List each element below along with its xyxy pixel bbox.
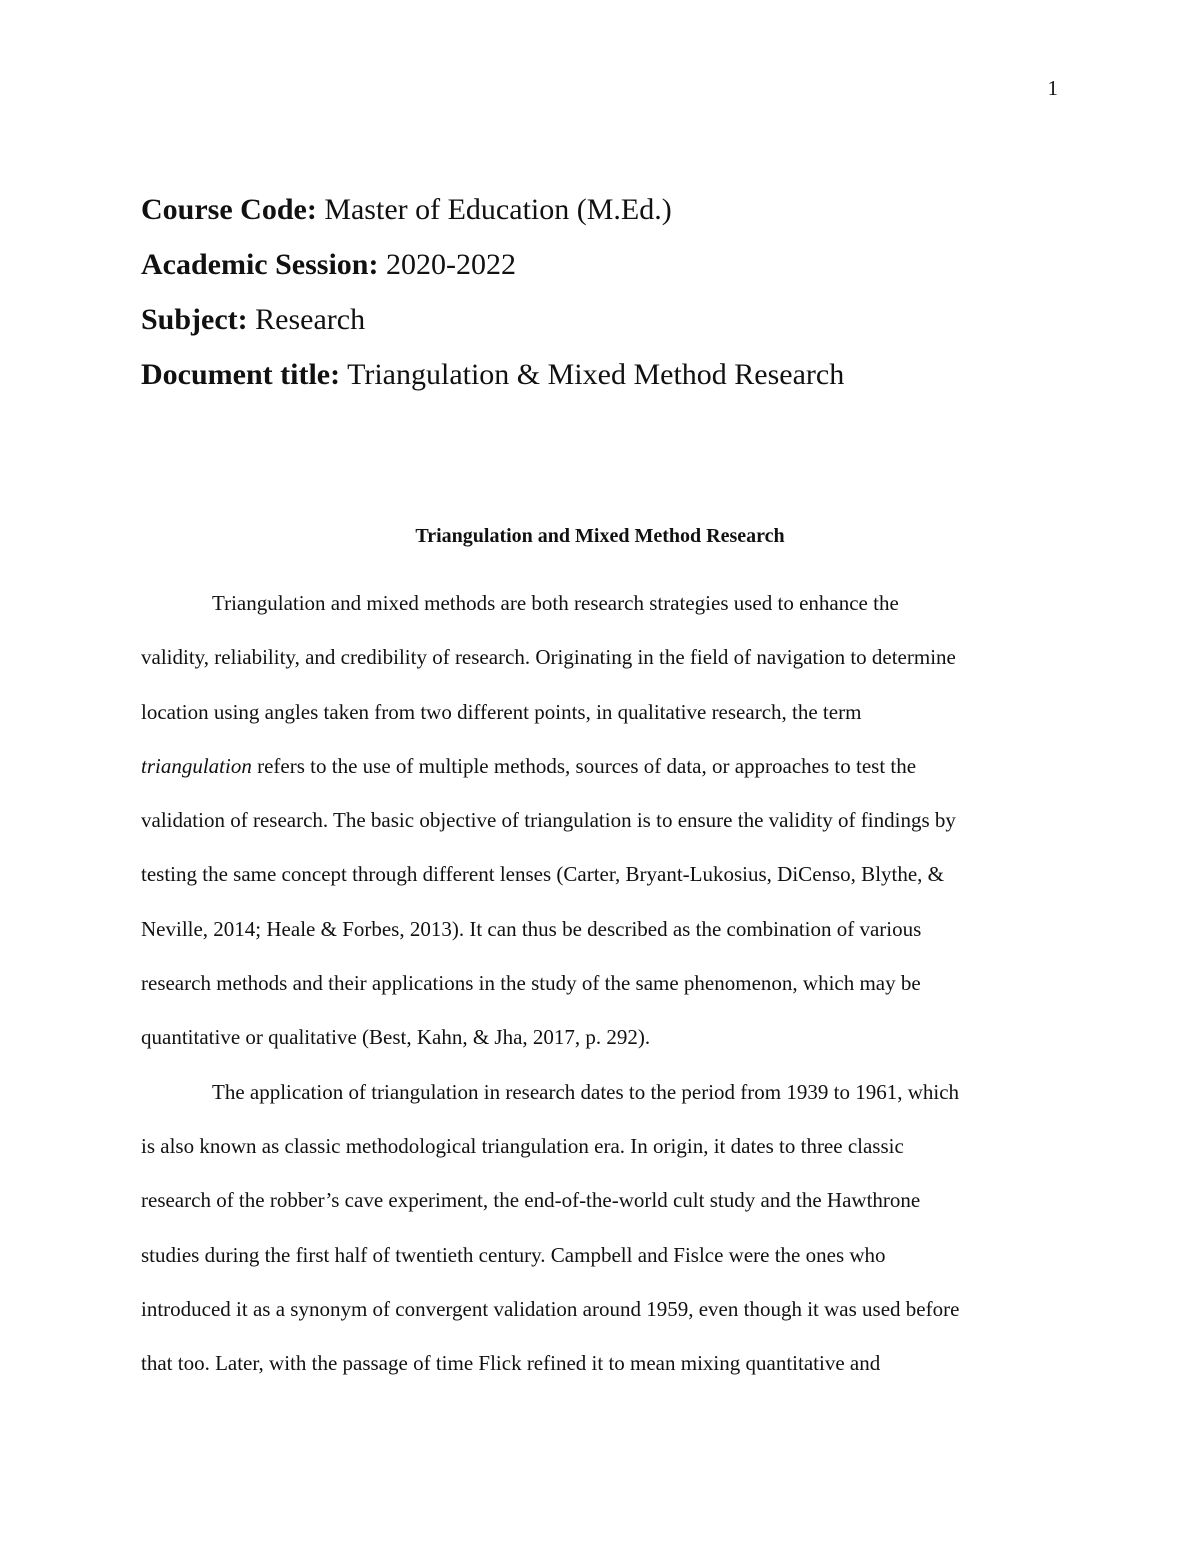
- course-code-value: Master of Education (M.Ed.): [316, 193, 672, 226]
- document-title-label: Document title:: [141, 358, 341, 391]
- text-line: is also known as classic methodological triangulation era. In origin, it dates to three classic: [141, 1133, 904, 1158]
- academic-session-line: [141, 247, 1081, 283]
- text-line: validity, reliability, and credibility of research. Originating in the field of navigation to determine: [141, 645, 956, 670]
- text-line: [141, 739, 1066, 793]
- text-line: that too. Later, with the passage of time Flick refined it to mean mixing quantitative and: [141, 1351, 881, 1376]
- text-line: location using angles taken from two different points, in qualitative research, the term: [141, 699, 862, 724]
- text-line: testing the same concept through different lenses (Carter, Bryant-Lukosius, DiCenso, Blythe, &: [141, 862, 945, 887]
- document-metadata: [141, 192, 1081, 412]
- text-line: research of the robber’s cave experiment, the end-of-the-world cult study and the Hawthrone: [141, 1188, 921, 1213]
- document-title-line: [141, 357, 1081, 393]
- body-text: [141, 576, 1066, 1390]
- text-line: research methods and their applications in the study of the same phenomenon, which may be: [141, 971, 921, 996]
- document-title-value: Triangulation & Mixed Method Research: [340, 358, 845, 391]
- text-line: The application of triangulation in research dates to the period from 1939 to 1961, which: [212, 1079, 960, 1104]
- paragraph-1: [141, 576, 1066, 1065]
- academic-session-value: 2020-2022: [378, 248, 516, 281]
- italic-term: triangulation: [141, 753, 252, 778]
- page-number: 1: [1047, 76, 1058, 100]
- text-line: Neville, 2014; Heale & Forbes, 2013). It can thus be described as the combination of various: [141, 916, 922, 941]
- course-code-label: Course Code:: [141, 193, 317, 226]
- academic-session-label: Academic Session:: [141, 248, 379, 281]
- text-line: quantitative or qualitative (Best, Kahn, & Jha, 2017, p. 292).: [141, 1025, 651, 1050]
- subject-label: Subject:: [141, 303, 248, 336]
- text-line: Triangulation and mixed methods are both research strategies used to enhance the: [212, 591, 899, 615]
- text-line: studies during the first half of twentieth century. Campbell and Fislce were the ones who: [141, 1242, 886, 1267]
- text-line: introduced it as a synonym of convergent validation around 1959, even though it was used before: [141, 1296, 960, 1321]
- paragraph-2: [141, 1065, 1066, 1391]
- text-span: refers to the use of multiple methods, sources of data, or approaches to test the: [251, 753, 917, 778]
- subject-value: Research: [247, 303, 366, 336]
- subject-line: [141, 302, 1081, 338]
- text-line: validation of research. The basic objective of triangulation is to ensure the validity of findings by: [141, 808, 956, 833]
- course-code-line: [141, 192, 1081, 228]
- section-heading: Triangulation and Mixed Method Research: [415, 525, 785, 547]
